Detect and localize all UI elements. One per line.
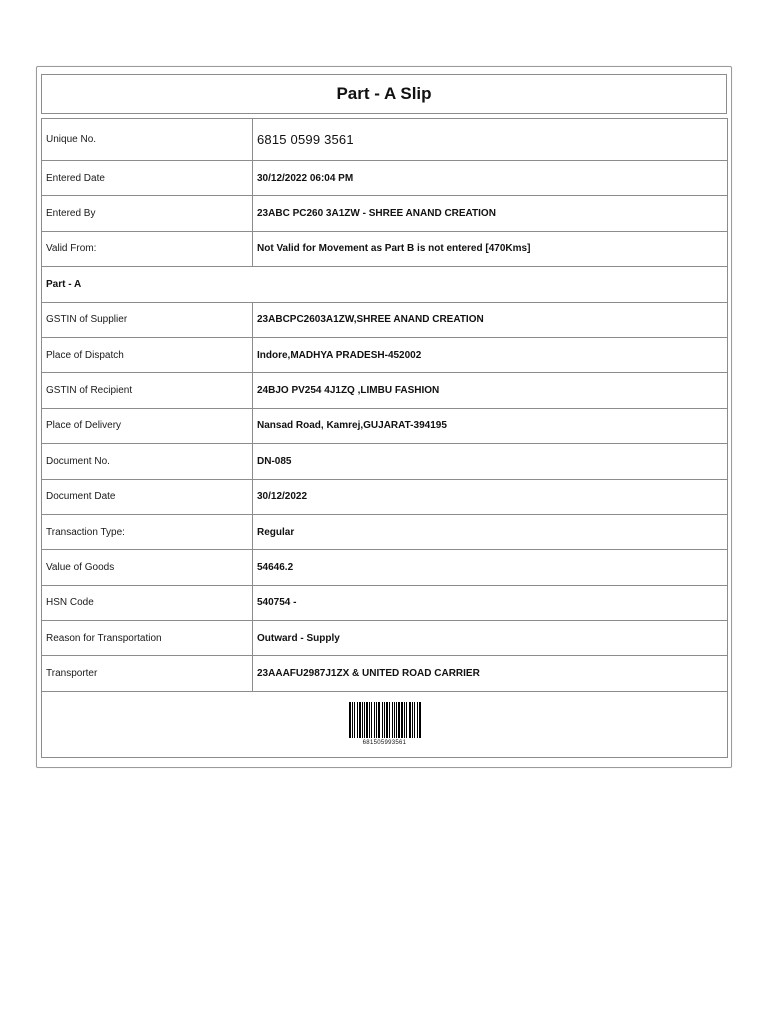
gstin-supplier-label: GSTIN of Supplier	[42, 302, 253, 337]
valid-from-label: Valid From:	[42, 231, 253, 266]
table-row	[42, 302, 728, 337]
barcode-bar	[369, 702, 370, 738]
table-row	[42, 621, 728, 656]
table-row	[42, 337, 728, 372]
barcode-bar	[384, 702, 385, 738]
barcode-bar	[394, 702, 395, 738]
table-row	[42, 231, 728, 266]
slip-container	[36, 66, 732, 768]
transporter-label: Transporter	[42, 656, 253, 691]
place-of-dispatch-value: Indore,MADHYA PRADESH-452002	[253, 337, 728, 372]
place-of-delivery-value: Nansad Road, Kamrej,GUJARAT-394195	[253, 408, 728, 443]
entered-by-value: 23ABC PC260 3A1ZW - SHREE ANAND CREATION	[253, 196, 728, 231]
table-row	[42, 479, 728, 514]
barcode-bar	[398, 702, 400, 738]
hsn-code-label: HSN Code	[42, 585, 253, 620]
barcode-bar	[357, 702, 358, 738]
unique-no-value: 6815 0599 3561	[253, 119, 728, 161]
table-row	[42, 373, 728, 408]
barcode-bar	[354, 702, 355, 738]
reason-transport-label: Reason for Transportation	[42, 621, 253, 656]
barcode-bar	[359, 702, 361, 738]
table-row	[42, 196, 728, 231]
barcode-bar	[401, 702, 403, 738]
barcode-bar	[404, 702, 405, 738]
barcode-bar	[352, 702, 353, 738]
entered-date-value: 30/12/2022 06:04 PM	[253, 161, 728, 196]
hsn-code-value: 540754 -	[253, 585, 728, 620]
part-a-section-heading: Part - A	[42, 267, 728, 302]
entered-date-label: Entered Date	[42, 161, 253, 196]
table-row	[42, 161, 728, 196]
barcode-bar	[417, 702, 418, 738]
reason-transport-value: Outward - Supply	[253, 621, 728, 656]
barcode-bar	[364, 702, 365, 738]
barcode-image	[349, 702, 421, 738]
valid-from-value: Not Valid for Movement as Part B is not entered [470Kms]	[253, 231, 728, 266]
barcode-bar	[374, 702, 375, 738]
table-row	[42, 444, 728, 479]
gstin-recipient-value: 24BJO PV254 4J1ZQ ,LIMBU FASHION	[253, 373, 728, 408]
entered-by-label: Entered By	[42, 196, 253, 231]
place-of-dispatch-label: Place of Dispatch	[42, 337, 253, 372]
gstin-supplier-value: 23ABCPC2603A1ZW,SHREE ANAND CREATION	[253, 302, 728, 337]
barcode-bar	[378, 702, 380, 738]
barcode-bar	[349, 702, 351, 738]
place-of-delivery-label: Place of Delivery	[42, 408, 253, 443]
document-no-value: DN-085	[253, 444, 728, 479]
barcode-bar	[412, 702, 413, 738]
slip-title: Part - A Slip	[336, 84, 432, 103]
barcode-row	[42, 691, 728, 757]
transaction-type-label: Transaction Type:	[42, 514, 253, 549]
table-row	[42, 656, 728, 691]
barcode-bar	[396, 702, 397, 738]
barcode-bar	[371, 702, 372, 738]
barcode-number: 681505993561	[362, 740, 407, 747]
table-row	[42, 119, 728, 161]
document-date-value: 30/12/2022	[253, 479, 728, 514]
value-of-goods-value: 54646.2	[253, 550, 728, 585]
unique-no-label: Unique No.	[42, 119, 253, 161]
barcode-bar	[382, 702, 383, 738]
barcode-bar	[366, 702, 368, 738]
barcode-bar	[376, 702, 377, 738]
barcode	[349, 702, 421, 746]
document-date-label: Document Date	[42, 479, 253, 514]
barcode-bar	[362, 702, 363, 738]
table-row	[42, 408, 728, 443]
transaction-type-value: Regular	[253, 514, 728, 549]
barcode-cell	[42, 691, 728, 757]
barcode-bar	[389, 702, 390, 738]
barcode-bar	[409, 702, 411, 738]
table-row	[42, 514, 728, 549]
gstin-recipient-label: GSTIN of Recipient	[42, 373, 253, 408]
document-no-label: Document No.	[42, 444, 253, 479]
table-row	[42, 550, 728, 585]
barcode-bar	[419, 702, 421, 738]
barcode-bar	[414, 702, 415, 738]
barcode-bar	[406, 702, 407, 738]
barcode-bar	[392, 702, 393, 738]
slip-title-box	[41, 74, 727, 114]
transporter-value: 23AAAFU2987J1ZX & UNITED ROAD CARRIER	[253, 656, 728, 691]
value-of-goods-label: Value of Goods	[42, 550, 253, 585]
barcode-bar	[386, 702, 388, 738]
table-row	[42, 267, 728, 302]
slip-table	[41, 118, 728, 758]
table-row	[42, 585, 728, 620]
